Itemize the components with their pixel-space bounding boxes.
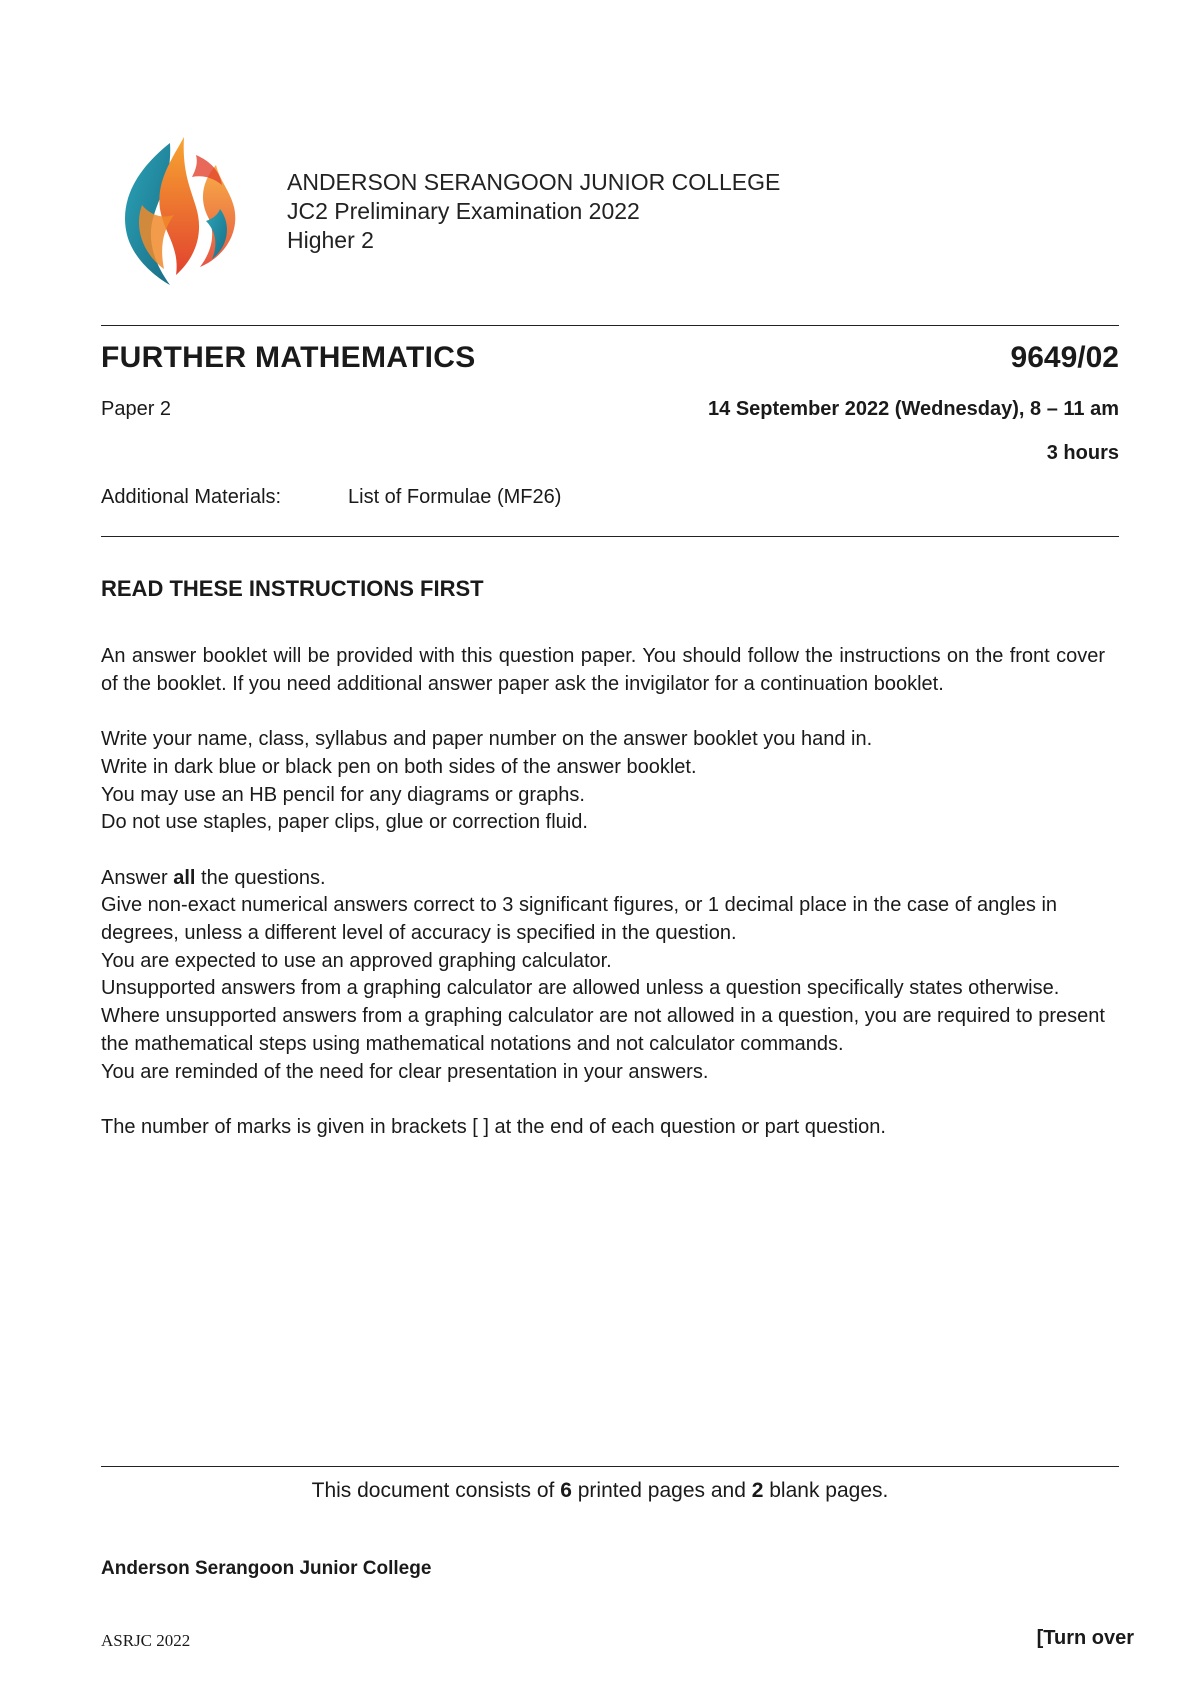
blank-pages-count: 2	[751, 1479, 764, 1502]
instruction-line: Unsupported answers from a graphing calculator are allowed unless a question specifically states otherwise.	[101, 977, 1060, 1000]
instruction-paragraph: The number of marks is given in brackets [ ] at the end of each question or part question.	[101, 1115, 886, 1138]
page-count-note	[0, 1479, 1200, 1503]
materials-value: List of Formulae (MF26)	[348, 486, 562, 508]
instruction-line: You may use an HB pencil for any diagrams or graphs.	[101, 783, 585, 806]
flame-logo-icon	[112, 135, 244, 293]
syllabus-code: 9649/02	[1010, 341, 1119, 374]
instruction-paragraph	[101, 865, 1105, 1087]
exam-duration: 3 hours	[1046, 442, 1119, 464]
page-count-prefix: This document consists of	[311, 1479, 561, 1502]
instruction-line: Where unsupported answers from a graphing calculator are not allowed in a question, you are required to present the mathematical steps using mathematical notations and not calculator commands.	[101, 1005, 1105, 1055]
paper-name: Paper 2	[101, 398, 172, 420]
instructions-heading: READ THESE INSTRUCTIONS FIRST	[101, 576, 484, 601]
instructions-body	[101, 643, 1105, 1169]
footer-left: ASRJC 2022	[101, 1631, 191, 1650]
top-divider	[101, 325, 1119, 326]
instruction-line: You are reminded of the need for clear presentation in your answers.	[101, 1060, 709, 1083]
instruction-line	[101, 865, 1105, 893]
exam-level: Higher 2	[287, 227, 374, 253]
materials-label: Additional Materials:	[101, 486, 282, 508]
college-logo	[112, 135, 244, 293]
subject-title: FURTHER MATHEMATICS	[101, 341, 476, 374]
instruction-line: Give non-exact numerical answers correct to 3 significant figures, or 1 decimal place in the case of angles in degrees, unless a different level of accuracy is specified in the question.	[101, 894, 1058, 944]
exam-title: JC2 Preliminary Examination 2022	[287, 198, 640, 224]
page-count-suffix: blank pages.	[763, 1479, 889, 1502]
instruction-paragraph	[101, 726, 1105, 837]
instruction-paragraph: An answer booklet will be provided with this question paper. You should follow the instructions on the front cover of the booklet. If you need additional answer paper ask the invigilator for a continuation booklet.	[101, 645, 1105, 695]
bottom-divider	[101, 1466, 1119, 1467]
turn-over-label: [Turn over	[1036, 1627, 1134, 1649]
page-count-middle: printed pages and	[571, 1479, 752, 1502]
printed-pages-count: 6	[560, 1479, 572, 1502]
answer-suffix: the questions.	[195, 866, 326, 889]
college-name: ANDERSON SERANGOON JUNIOR COLLEGE	[287, 169, 781, 195]
instruction-line: Write in dark blue or black pen on both sides of the answer booklet.	[101, 755, 697, 778]
exam-date: 14 September 2022 (Wednesday), 8 – 11 am	[708, 398, 1119, 420]
college-footer: Anderson Serangoon Junior College	[101, 1558, 432, 1579]
answer-prefix: Answer	[101, 866, 174, 889]
instruction-line: Do not use staples, paper clips, glue or correction fluid.	[101, 811, 588, 834]
middle-divider	[101, 536, 1119, 537]
instruction-line: You are expected to use an approved graphing calculator.	[101, 949, 612, 972]
instruction-line: Write your name, class, syllabus and paper number on the answer booklet you hand in.	[101, 728, 873, 751]
answer-all-emphasis: all	[173, 866, 196, 889]
college-header	[287, 168, 780, 255]
